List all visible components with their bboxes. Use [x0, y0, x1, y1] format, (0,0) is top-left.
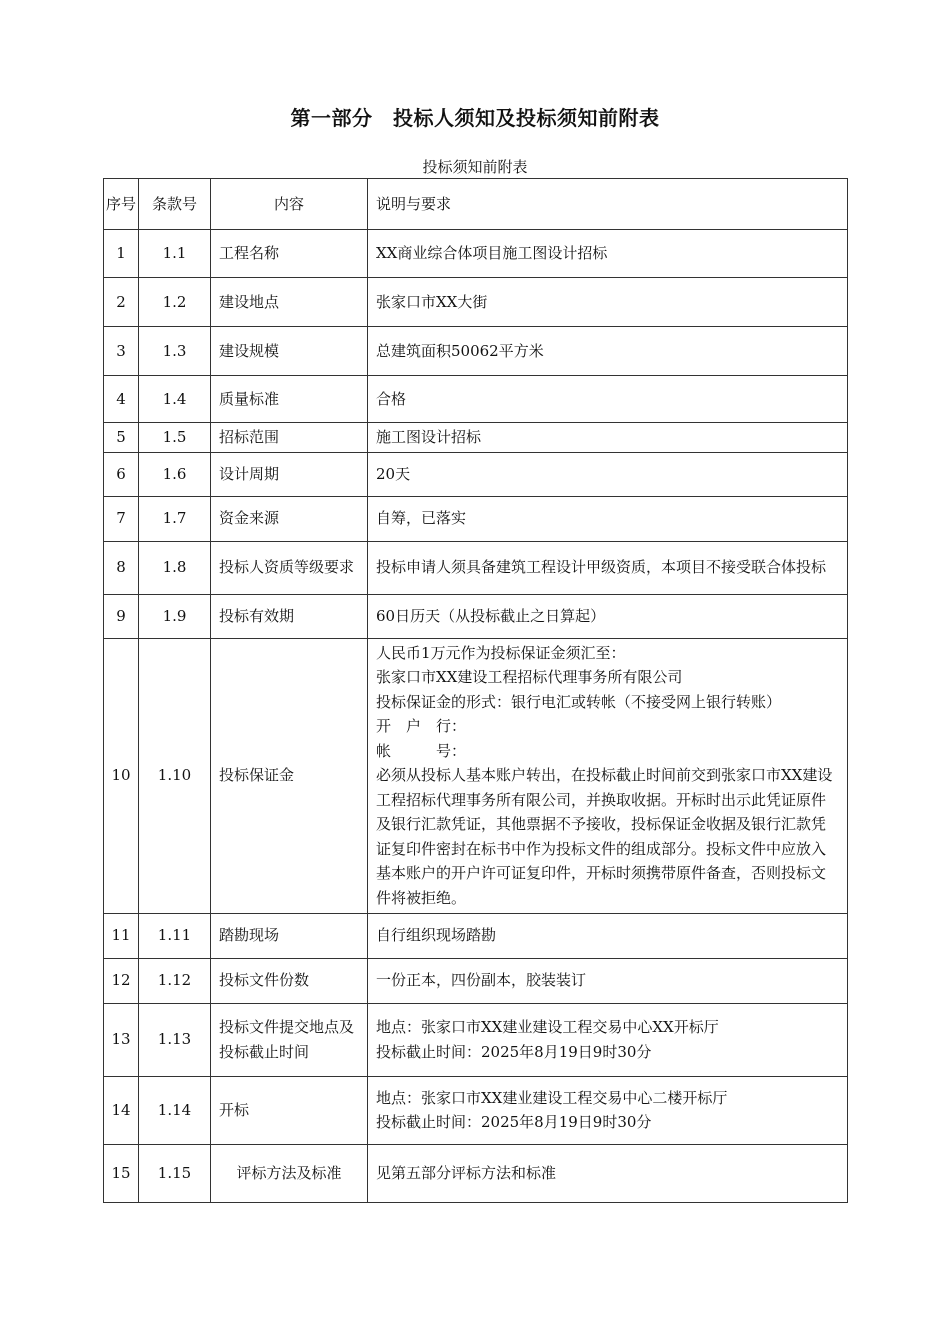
table-caption: 投标须知前附表 — [422, 158, 528, 176]
row-clause: 1.8 — [139, 541, 211, 594]
row-clause: 1.12 — [139, 958, 211, 1003]
table-row — [104, 1003, 848, 1076]
row-requirement: 张家口市XX大街 — [368, 278, 848, 327]
requirement-line: 帐 号： — [376, 741, 467, 760]
row-index: 6 — [104, 452, 139, 496]
row-requirement: 20天 — [368, 452, 848, 496]
requirement-line: 张家口市XX建设工程招标代理事务所有限公司 — [376, 668, 683, 687]
row-requirement: XX商业综合体项目施工图设计招标 — [368, 230, 848, 278]
row-requirement — [368, 1076, 848, 1144]
row-requirement — [368, 1003, 848, 1076]
row-content: 开标 — [211, 1076, 368, 1144]
row-content: 投标文件份数 — [211, 958, 368, 1003]
table-row — [104, 376, 848, 423]
row-requirement: 投标申请人须具备建筑工程设计甲级资质，本项目不接受联合体投标 — [368, 541, 848, 594]
row-index: 4 — [104, 376, 139, 423]
requirement-line: 地点：张家口市XX建业建设工程交易中心XX开标厅 — [376, 1018, 719, 1036]
row-clause: 1.1 — [139, 230, 211, 278]
row-clause: 1.10 — [139, 638, 211, 913]
header-clause: 条款号 — [139, 179, 211, 230]
row-requirement: 总建筑面积50062平方米 — [368, 327, 848, 376]
table-row — [104, 541, 848, 594]
row-content: 投标人资质等级要求 — [211, 541, 368, 594]
row-content: 工程名称 — [211, 230, 368, 278]
row-content: 踏勘现场 — [211, 913, 368, 958]
table-row — [104, 1144, 848, 1202]
table-row — [104, 594, 848, 638]
row-content: 评标方法及标准 — [211, 1144, 368, 1202]
row-index: 1 — [104, 230, 139, 278]
row-index: 9 — [104, 594, 139, 638]
row-content: 建设地点 — [211, 278, 368, 327]
table-row — [104, 423, 848, 453]
requirement-line: 开 户 行： — [376, 717, 467, 736]
row-content: 质量标准 — [211, 376, 368, 423]
table-row — [104, 496, 848, 541]
row-clause: 1.3 — [139, 327, 211, 376]
table-row — [104, 1076, 848, 1144]
row-clause: 1.7 — [139, 496, 211, 541]
row-requirement: 施工图设计招标 — [368, 423, 848, 453]
row-content: 设计周期 — [211, 452, 368, 496]
row-index: 2 — [104, 278, 139, 327]
row-clause: 1.14 — [139, 1076, 211, 1144]
row-clause: 1.15 — [139, 1144, 211, 1202]
row-requirement: 见第五部分评标方法和标准 — [368, 1144, 848, 1202]
row-clause: 1.13 — [139, 1003, 211, 1076]
table-row — [104, 452, 848, 496]
row-clause: 1.11 — [139, 913, 211, 958]
row-clause: 1.5 — [139, 423, 211, 453]
row-index: 12 — [104, 958, 139, 1003]
table-row — [104, 913, 848, 958]
row-content: 招标范围 — [211, 423, 368, 453]
row-index: 15 — [104, 1144, 139, 1202]
row-clause: 1.4 — [139, 376, 211, 423]
row-clause: 1.2 — [139, 278, 211, 327]
row-requirement — [368, 638, 848, 913]
row-requirement: 自筹，已落实 — [368, 496, 848, 541]
row-requirement: 自行组织现场踏勘 — [368, 913, 848, 958]
table-row — [104, 327, 848, 376]
requirement-line: 人民币1万元作为投标保证金须汇至： — [376, 643, 626, 662]
row-index: 11 — [104, 913, 139, 958]
table-row — [104, 278, 848, 327]
header-content: 内容 — [211, 179, 368, 230]
row-requirement: 60日历天（从投标截止之日算起） — [368, 594, 848, 638]
header-index: 序号 — [104, 179, 139, 230]
row-index: 10 — [104, 638, 139, 913]
requirement-line: 投标截止时间：2025年8月19日9时30分 — [376, 1042, 652, 1061]
bid-notice-table — [103, 178, 848, 1203]
table-row — [104, 638, 848, 913]
row-index: 13 — [104, 1003, 139, 1076]
requirement-line: 地点：张家口市XX建业建设工程交易中心二楼开标厅 — [376, 1088, 728, 1107]
row-clause: 1.9 — [139, 594, 211, 638]
row-clause: 1.6 — [139, 452, 211, 496]
row-index: 3 — [104, 327, 139, 376]
row-content: 建设规模 — [211, 327, 368, 376]
row-index: 7 — [104, 496, 139, 541]
row-index: 8 — [104, 541, 139, 594]
row-index: 14 — [104, 1076, 139, 1144]
table-header-row — [104, 179, 848, 230]
row-content: 投标文件提交地点及投标截止时间 — [211, 1003, 368, 1076]
table-row — [104, 230, 848, 278]
requirement-line: 投标保证金的形式：银行电汇或转帐（不接受网上银行转账） — [376, 692, 782, 711]
requirement-line: 必须从投标人基本账户转出，在投标截止时间前交到张家口市XX建设工程招标代理事务所有限公司，并换取收据。开标时出示此凭证原件及银行汇款凭证，其他票据不予接收，投标保证金收据及银行汇款凭证复印件密封在标书中作为投标文件的组成部分。投标文件中应放入基本账户的开户许可证复印件，开标时须携带原件备查，否则投标文件将被拒绝。 — [376, 766, 833, 907]
row-index: 5 — [104, 423, 139, 453]
row-requirement: 一份正本，四份副本，胶装装订 — [368, 958, 848, 1003]
header-requirement: 说明与要求 — [368, 179, 848, 230]
row-content: 投标有效期 — [211, 594, 368, 638]
row-requirement: 合格 — [368, 376, 848, 423]
row-content: 资金来源 — [211, 496, 368, 541]
row-content: 投标保证金 — [211, 638, 368, 913]
table-row — [104, 958, 848, 1003]
page-title: 第一部分 投标人须知及投标须知前附表 — [290, 106, 660, 130]
requirement-line: 投标截止时间：2025年8月19日9时30分 — [376, 1113, 652, 1131]
